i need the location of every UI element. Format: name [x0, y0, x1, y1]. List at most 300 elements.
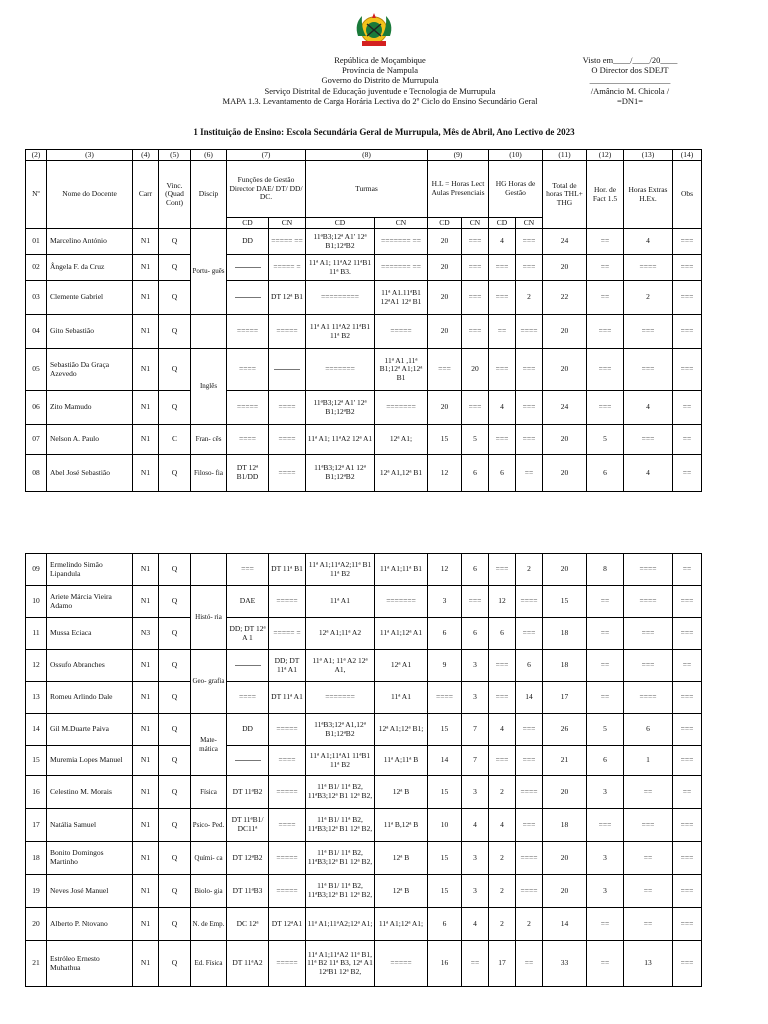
- hg-cd-cell: 2: [489, 875, 516, 908]
- hg-cn-cell: 6: [516, 650, 543, 682]
- hl-cn-cell: 7: [462, 746, 489, 776]
- hg-cd-cell: 4: [489, 391, 516, 425]
- discipline-cell: Filoso- fia: [191, 455, 227, 492]
- function-cd-cell: [227, 281, 269, 315]
- extra-hours-cell: ==: [624, 875, 673, 908]
- obs-cell: ==: [673, 554, 702, 586]
- contract-cell: Q: [159, 586, 191, 618]
- classes-cn-cell: 12ª B: [375, 776, 428, 809]
- contract-cell: Q: [159, 809, 191, 842]
- career-cell: N1: [133, 746, 159, 776]
- colnum: (5): [159, 150, 191, 161]
- obs-cell: ===: [673, 875, 702, 908]
- obs-cell: ===: [673, 315, 702, 349]
- total-hours-cell: 20: [543, 842, 587, 875]
- function-cn-cell: ====: [269, 425, 306, 455]
- classes-cn-cell: ======= ==: [375, 255, 428, 281]
- hg-cn-cell: ====: [516, 842, 543, 875]
- teacher-name: Ermelindo Simão Lipandula: [47, 554, 133, 586]
- hg-cn-cell: ===: [516, 255, 543, 281]
- table-body-part-1: [26, 229, 702, 492]
- obs-cell: ===: [673, 908, 702, 941]
- table-row: [26, 875, 702, 908]
- function-cn-cell: =====: [269, 941, 306, 987]
- hl-cd-cell: 15: [428, 776, 462, 809]
- row-number: 06: [26, 391, 47, 425]
- total-hours-cell: 22: [543, 281, 587, 315]
- row-number: 07: [26, 425, 47, 455]
- total-hours-cell: 20: [543, 255, 587, 281]
- contract-cell: Q: [159, 455, 191, 492]
- function-cn-cell: ====: [269, 455, 306, 492]
- contract-cell: Q: [159, 650, 191, 682]
- teacher-name: Marcelino António: [47, 229, 133, 255]
- hl-cn-cell: 3: [462, 682, 489, 714]
- row-number: 15: [26, 746, 47, 776]
- teacher-name: Estróleo Ernesto Muhathua: [47, 941, 133, 987]
- hour-factor-cell: 6: [587, 746, 624, 776]
- function-cn-cell: =====: [269, 875, 306, 908]
- hl-cd-cell: 20: [428, 255, 462, 281]
- total-hours-cell: 18: [543, 618, 587, 650]
- hl-cn-cell: ===: [462, 315, 489, 349]
- col-header-cn: CN: [516, 218, 543, 229]
- approval-line: Visto em____/____/20____: [582, 55, 678, 65]
- contract-cell: Q: [159, 875, 191, 908]
- total-hours-cell: 20: [543, 776, 587, 809]
- classes-cd-cell: 11ª A1; 11ªA2 12ª A1: [306, 425, 375, 455]
- hl-cd-cell: 20: [428, 281, 462, 315]
- obs-cell: ===: [673, 618, 702, 650]
- extra-hours-cell: 13: [624, 941, 673, 987]
- total-hours-cell: 20: [543, 455, 587, 492]
- hl-cn-cell: ===: [462, 586, 489, 618]
- function-cd-cell: DD: [227, 714, 269, 746]
- teacher-name: Alberto P. Ntovano: [47, 908, 133, 941]
- extra-hours-cell: ===: [624, 809, 673, 842]
- function-cd-cell: DT 12ªB2: [227, 842, 269, 875]
- classes-cd-cell: 12ª A1;11ª A2: [306, 618, 375, 650]
- hour-factor-cell: ===: [587, 315, 624, 349]
- hg-cd-cell: ==: [489, 315, 516, 349]
- row-number: 16: [26, 776, 47, 809]
- teacher-name: Ossufo Abranches: [47, 650, 133, 682]
- discipline-cell: N. de Emp.: [191, 908, 227, 941]
- hl-cn-cell: 7: [462, 714, 489, 746]
- colnum: (6): [191, 150, 227, 161]
- table-row: [26, 908, 702, 941]
- hour-factor-cell: 3: [587, 875, 624, 908]
- approval-line: O Director dos SDEJT: [591, 65, 669, 76]
- classes-cn-cell: =====: [375, 941, 428, 987]
- hour-factor-cell: ==: [587, 281, 624, 315]
- total-hours-cell: 20: [543, 554, 587, 586]
- classes-cn-cell: 12ª B: [375, 875, 428, 908]
- col-header-hor: Hor. de Fact 1.5: [587, 161, 624, 229]
- table-row: [26, 315, 702, 349]
- classes-cd-cell: 11ªB3;12ª A1' 12ª B1;12ªB2: [306, 391, 375, 425]
- row-number: 19: [26, 875, 47, 908]
- classes-cn-cell: 12ª A1: [375, 650, 428, 682]
- hg-cn-cell: 2: [516, 554, 543, 586]
- table-row: [26, 941, 702, 987]
- career-cell: N1: [133, 682, 159, 714]
- hl-cd-cell: 15: [428, 714, 462, 746]
- classes-cn-cell: 11ª A1 ,11ª B1;12ª A1;12ª B1: [375, 349, 428, 391]
- header-institution-block: [200, 55, 560, 106]
- hour-factor-cell: 6: [587, 455, 624, 492]
- contract-cell: Q: [159, 776, 191, 809]
- obs-cell: ===: [673, 586, 702, 618]
- teacher-name: Romeu Arlindo Dale: [47, 682, 133, 714]
- teacher-name: Natália Samuel: [47, 809, 133, 842]
- career-cell: N1: [133, 391, 159, 425]
- hg-cd-cell: ===: [489, 682, 516, 714]
- header-line: Governo do Distrito de Murrupula: [321, 75, 439, 86]
- career-cell: N1: [133, 776, 159, 809]
- function-cd-cell: [227, 746, 269, 776]
- colnum: (12): [587, 150, 624, 161]
- col-header-hl: H.L = Horas Lect Aulas Presenciais: [428, 161, 489, 218]
- table-row: [26, 349, 702, 391]
- hl-cn-cell: 3: [462, 776, 489, 809]
- hg-cd-cell: 6: [489, 455, 516, 492]
- extra-hours-cell: ==: [624, 776, 673, 809]
- hl-cn-cell: 20: [462, 349, 489, 391]
- obs-cell: ===: [673, 281, 702, 315]
- header-line: Província de Nampula: [341, 65, 418, 76]
- classes-cd-cell: 11ª A1; 11ª A2 12ª A1,: [306, 650, 375, 682]
- blank-line: [235, 760, 261, 761]
- classes-cd-cell: 11ªB3;12ª A1' 12ª B1;12ªB2: [306, 229, 375, 255]
- workload-table-part-2: [25, 553, 702, 987]
- col-header-cd: CD: [306, 218, 375, 229]
- classes-cn-cell: =====: [375, 315, 428, 349]
- row-number: 13: [26, 682, 47, 714]
- classes-cd-cell: 11ª A1;11ªA2;11ª B1 11ª B2: [306, 554, 375, 586]
- row-number: 18: [26, 842, 47, 875]
- career-cell: N1: [133, 586, 159, 618]
- hg-cd-cell: ===: [489, 425, 516, 455]
- row-number: 21: [26, 941, 47, 987]
- document-title: 1 Instituição de Ensino: Escola Secundária Geral de Murrupula, Mês de Abril, Ano Lectivo de 2023: [193, 127, 575, 137]
- table-row: [26, 809, 702, 842]
- hg-cd-cell: ===: [489, 255, 516, 281]
- hg-cd-cell: 4: [489, 714, 516, 746]
- career-cell: N1: [133, 349, 159, 391]
- total-hours-cell: 18: [543, 650, 587, 682]
- classes-cn-cell: 11ª B,12ª B: [375, 809, 428, 842]
- hg-cd-cell: 2: [489, 776, 516, 809]
- hl-cd-cell: 6: [428, 618, 462, 650]
- classes-cn-cell: =======: [375, 586, 428, 618]
- career-cell: N1: [133, 650, 159, 682]
- classes-cd-cell: =======: [306, 682, 375, 714]
- career-cell: N1: [133, 941, 159, 987]
- row-number: 17: [26, 809, 47, 842]
- hl-cd-cell: 20: [428, 315, 462, 349]
- hl-cd-cell: 20: [428, 391, 462, 425]
- total-hours-cell: 20: [543, 315, 587, 349]
- discipline-cell: Quími- ca: [191, 842, 227, 875]
- col-header-cd: CD: [227, 218, 269, 229]
- hl-cn-cell: 4: [462, 809, 489, 842]
- hg-cn-cell: ====: [516, 875, 543, 908]
- classes-cd-cell: 11ª B1/ 11ª B2, 11ªB3;12ª B1 12ª B2,: [306, 875, 375, 908]
- teacher-name: Celestino M. Morais: [47, 776, 133, 809]
- hg-cn-cell: 2: [516, 908, 543, 941]
- function-cd-cell: =====: [227, 315, 269, 349]
- contract-cell: Q: [159, 908, 191, 941]
- hour-factor-cell: ==: [587, 650, 624, 682]
- hg-cn-cell: ===: [516, 746, 543, 776]
- discipline-cell: [191, 554, 227, 586]
- discipline-cell: Psico- Ped.: [191, 809, 227, 842]
- extra-hours-cell: ===: [624, 315, 673, 349]
- table-row: [26, 714, 702, 746]
- hg-cd-cell: 12: [489, 586, 516, 618]
- table-row: [26, 586, 702, 618]
- total-hours-cell: 33: [543, 941, 587, 987]
- hour-factor-cell: 5: [587, 714, 624, 746]
- classes-cn-cell: 11ª A1.11ªB1 12ªA1 12ª B1: [375, 281, 428, 315]
- contract-cell: Q: [159, 714, 191, 746]
- extra-hours-cell: ===: [624, 618, 673, 650]
- function-cd-cell: DT 12ª B1/DD: [227, 455, 269, 492]
- function-cn-cell: DT 12ª B1: [269, 281, 306, 315]
- extra-hours-cell: ====: [624, 255, 673, 281]
- colnum: (2): [26, 150, 47, 161]
- teacher-name: Ângela F. da Cruz: [47, 255, 133, 281]
- hl-cd-cell: 15: [428, 842, 462, 875]
- row-number: 20: [26, 908, 47, 941]
- table-row: [26, 455, 702, 492]
- hl-cd-cell: 15: [428, 425, 462, 455]
- function-cn-cell: ====: [269, 746, 306, 776]
- col-header-total: Total de horas THL+ THG: [543, 161, 587, 229]
- blank-line: [235, 267, 261, 268]
- function-cd-cell: DD: [227, 229, 269, 255]
- row-number: 05: [26, 349, 47, 391]
- classes-cn-cell: 11ª A;11ª B: [375, 746, 428, 776]
- extra-hours-cell: ====: [624, 682, 673, 714]
- teacher-name: Sebastião Da Graça Azevedo: [47, 349, 133, 391]
- function-cd-cell: DT 11ªA2: [227, 941, 269, 987]
- row-number: 03: [26, 281, 47, 315]
- hg-cd-cell: 6: [489, 618, 516, 650]
- colnum: (7): [227, 150, 306, 161]
- hour-factor-cell: 5: [587, 425, 624, 455]
- function-cn-cell: DT 11ª B1: [269, 554, 306, 586]
- table-row: [26, 554, 702, 586]
- function-cd-cell: ====: [227, 682, 269, 714]
- classes-cn-cell: 11ª A1;12ª A1: [375, 618, 428, 650]
- table-row: [26, 776, 702, 809]
- function-cn-cell: =====: [269, 776, 306, 809]
- function-cd-cell: DT 11ªB1/ DC11ª: [227, 809, 269, 842]
- col-header-vinc: Vinc. (Quad Cont): [159, 161, 191, 229]
- approval-line: /Amâncio M. Chicola /: [590, 85, 670, 96]
- total-hours-cell: 24: [543, 391, 587, 425]
- classes-cd-cell: 11ªB3;12ª A1 12ª B1;12ªB2: [306, 455, 375, 492]
- total-hours-cell: 17: [543, 682, 587, 714]
- career-cell: N1: [133, 229, 159, 255]
- extra-hours-cell: ==: [624, 908, 673, 941]
- function-cn-cell: DD; DT 11ª A1: [269, 650, 306, 682]
- career-cell: N3: [133, 618, 159, 650]
- row-number: 01: [26, 229, 47, 255]
- hl-cd-cell: 9: [428, 650, 462, 682]
- hour-factor-cell: ==: [587, 941, 624, 987]
- function-cn-cell: ====: [269, 809, 306, 842]
- career-cell: N1: [133, 315, 159, 349]
- hour-factor-cell: ===: [587, 391, 624, 425]
- contract-cell: Q: [159, 315, 191, 349]
- col-header-disc: Discip: [191, 161, 227, 229]
- table-row: [26, 229, 702, 255]
- hl-cd-cell: 16: [428, 941, 462, 987]
- function-cn-cell: DT 12ªA1: [269, 908, 306, 941]
- extra-hours-cell: ====: [624, 586, 673, 618]
- obs-cell: ===: [673, 682, 702, 714]
- career-cell: N1: [133, 714, 159, 746]
- classes-cd-cell: 11ª A1: [306, 586, 375, 618]
- table-row: [26, 281, 702, 315]
- discipline-cell: Inglês: [191, 349, 227, 425]
- hour-factor-cell: 8: [587, 554, 624, 586]
- total-hours-cell: 20: [543, 425, 587, 455]
- hl-cd-cell: 15: [428, 875, 462, 908]
- contract-cell: Q: [159, 349, 191, 391]
- hl-cn-cell: ===: [462, 255, 489, 281]
- col-header-cn: CN: [269, 218, 306, 229]
- classes-cn-cell: 11ª A1;12ª A1;: [375, 908, 428, 941]
- colnum: (9): [428, 150, 489, 161]
- obs-cell: ===: [673, 809, 702, 842]
- classes-cd-cell: 11ª B1/ 11ª B2, 11ªB3;12ª B1 12ª B2,: [306, 776, 375, 809]
- hg-cn-cell: ==: [516, 455, 543, 492]
- col-header-no: Nº: [26, 161, 47, 229]
- function-cd-cell: DD; DT 12ª A 1: [227, 618, 269, 650]
- discipline-cell: Histó- ria: [191, 586, 227, 650]
- classes-cn-cell: 12ª B: [375, 842, 428, 875]
- hour-factor-cell: ==: [587, 618, 624, 650]
- classes-cd-cell: 11ª B1/ 11ª B2, 11ªB3;12ª B1 12ª B2,: [306, 809, 375, 842]
- hl-cn-cell: ===: [462, 229, 489, 255]
- blank-line: [235, 665, 261, 666]
- hg-cd-cell: 2: [489, 908, 516, 941]
- career-cell: N1: [133, 281, 159, 315]
- header-approval-block: [565, 55, 695, 106]
- row-number: 04: [26, 315, 47, 349]
- classes-cn-cell: 12ª A1,12ª B1: [375, 455, 428, 492]
- hl-cn-cell: ==: [462, 941, 489, 987]
- hg-cd-cell: ===: [489, 349, 516, 391]
- row-number: 09: [26, 554, 47, 586]
- classes-cd-cell: 11ª A1;11ªA1 11ªB1 11ª B2: [306, 746, 375, 776]
- function-cn-cell: ===== =: [269, 618, 306, 650]
- hg-cd-cell: 4: [489, 809, 516, 842]
- teacher-name: Abel José Sebastião: [47, 455, 133, 492]
- career-cell: N1: [133, 842, 159, 875]
- hg-cd-cell: 2: [489, 842, 516, 875]
- colnum: (8): [306, 150, 428, 161]
- hl-cd-cell: 10: [428, 809, 462, 842]
- colnum: (10): [489, 150, 543, 161]
- approval-line: =DN1=: [616, 95, 644, 106]
- hg-cn-cell: ===: [516, 229, 543, 255]
- hour-factor-cell: ==: [587, 586, 624, 618]
- hl-cn-cell: 3: [462, 650, 489, 682]
- teacher-name: Clemente Gabriel: [47, 281, 133, 315]
- table-body-part-2: [26, 554, 702, 987]
- hl-cd-cell: 6: [428, 908, 462, 941]
- function-cd-cell: [227, 255, 269, 281]
- hg-cd-cell: ===: [489, 281, 516, 315]
- hl-cd-cell: 12: [428, 554, 462, 586]
- total-hours-cell: 15: [543, 586, 587, 618]
- function-cd-cell: [227, 650, 269, 682]
- total-hours-cell: 26: [543, 714, 587, 746]
- function-cn-cell: [269, 349, 306, 391]
- colnum: (11): [543, 150, 587, 161]
- function-cd-cell: DT 11ªB2: [227, 776, 269, 809]
- classes-cn-cell: ======= ==: [375, 229, 428, 255]
- extra-hours-cell: ===: [624, 425, 673, 455]
- col-header-obs: Obs: [673, 161, 702, 229]
- obs-cell: ==: [673, 425, 702, 455]
- approval-line: ___________________: [589, 75, 671, 86]
- discipline-cell: Portu- guês: [191, 229, 227, 315]
- blank-line: [235, 297, 261, 298]
- table-row: [26, 425, 702, 455]
- hl-cn-cell: 6: [462, 554, 489, 586]
- row-number: 12: [26, 650, 47, 682]
- hl-cd-cell: ===: [428, 349, 462, 391]
- career-cell: N1: [133, 908, 159, 941]
- hg-cn-cell: ===: [516, 714, 543, 746]
- teacher-name: Gito Sebastião: [47, 315, 133, 349]
- classes-cn-cell: 11ª A1: [375, 682, 428, 714]
- col-header-cn: CN: [462, 218, 489, 229]
- row-number: 08: [26, 455, 47, 492]
- classes-cd-cell: 11ª A1; 11ªA2 11ªB1 11ª B3.: [306, 255, 375, 281]
- total-hours-cell: 20: [543, 349, 587, 391]
- teacher-name: Ariete Márcia Vieira Adamo: [47, 586, 133, 618]
- obs-cell: ==: [673, 455, 702, 492]
- hg-cn-cell: ===: [516, 391, 543, 425]
- row-number: 14: [26, 714, 47, 746]
- discipline-cell: Biolo- gia: [191, 875, 227, 908]
- hl-cn-cell: 3: [462, 875, 489, 908]
- classes-cn-cell: 12ª A1;: [375, 425, 428, 455]
- function-cn-cell: ===== =: [269, 255, 306, 281]
- function-cd-cell: DC 12ª: [227, 908, 269, 941]
- teacher-name: Neves José Manuel: [47, 875, 133, 908]
- obs-cell: ===: [673, 714, 702, 746]
- hour-factor-cell: 3: [587, 776, 624, 809]
- function-cd-cell: ====: [227, 425, 269, 455]
- teacher-name: Gil M.Duarte Paiva: [47, 714, 133, 746]
- colnum: (14): [673, 150, 702, 161]
- discipline-cell: [191, 315, 227, 349]
- contract-cell: Q: [159, 255, 191, 281]
- hl-cd-cell: 14: [428, 746, 462, 776]
- classes-cd-cell: 11ª A1;11ªA2;12ª A1;: [306, 908, 375, 941]
- hg-cn-cell: ====: [516, 776, 543, 809]
- extra-hours-cell: 2: [624, 281, 673, 315]
- obs-cell: ===: [673, 842, 702, 875]
